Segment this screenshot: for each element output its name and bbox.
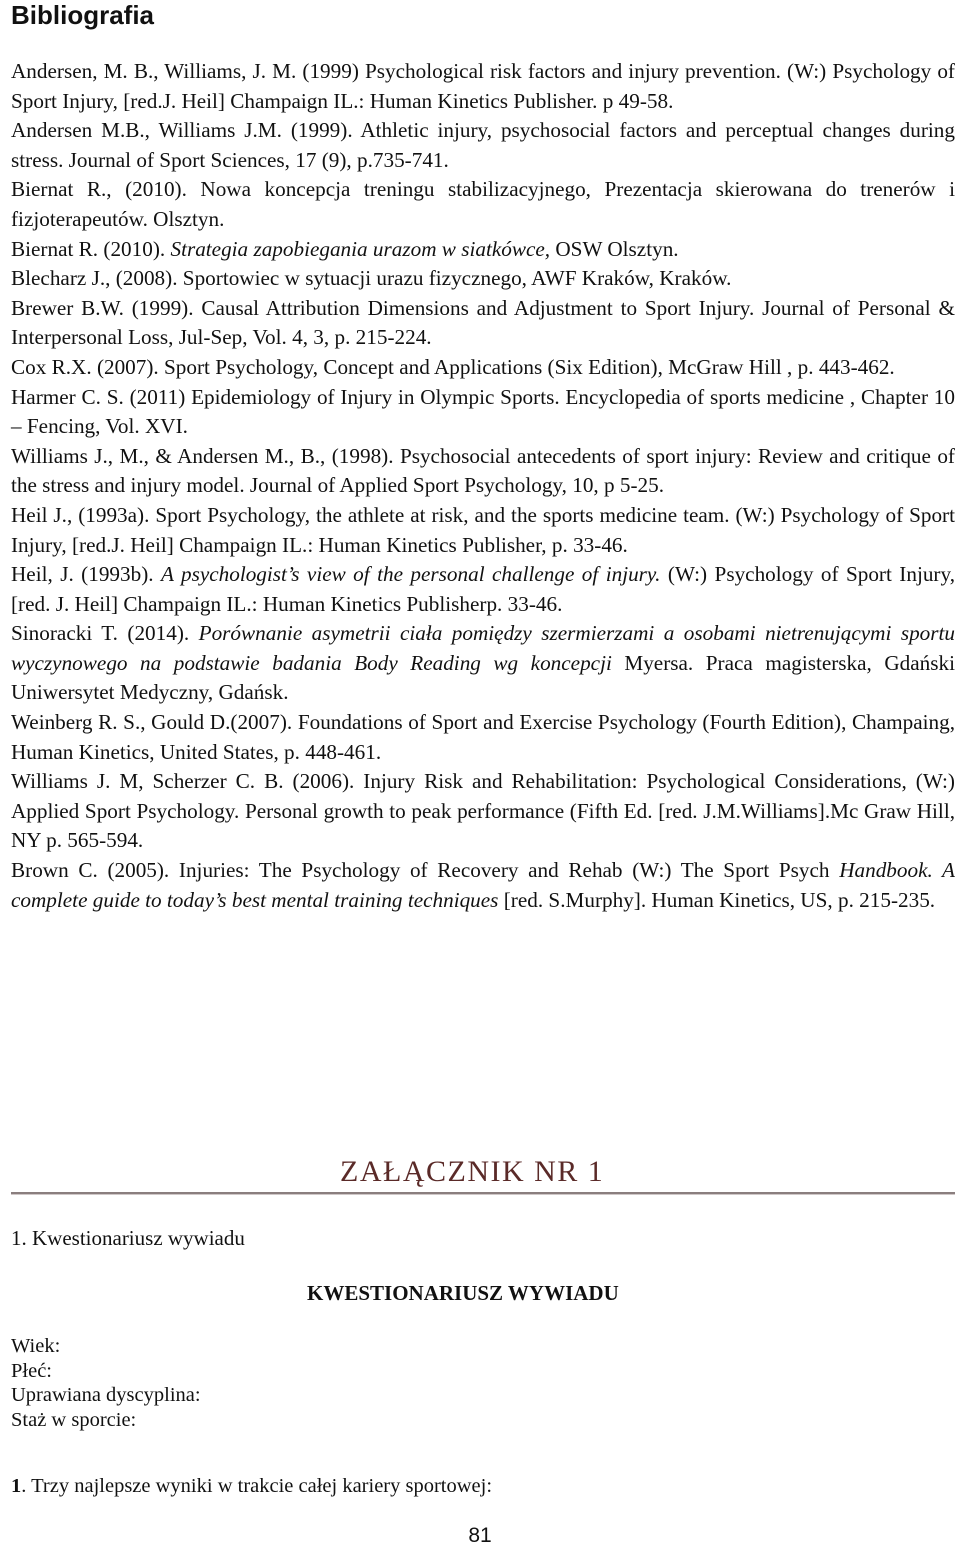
entry-title-italic: Strategia zapobiegania urazom w siatkówce,	[170, 236, 551, 261]
entry-text: [red. S.Murphy]. Human Kinetics, US, p. 215-235.	[498, 887, 936, 912]
entry-text: Williams J. M, Scherzer C. B. (2006). Injury Risk and Rehabilitation: Psychological Considerations, (W:) Applied Sport Psychology. Personal growth to peak performance (Fifth Ed. [red. J.M.Williams].Mc Graw Hill, NY p. 565-594.	[11, 769, 955, 853]
entry-text: Biernat R., (2010). Nowa koncepcja treningu stabilizacyjnego, Prezentacja skierowana do trenerów i fizjoterapeutów. Olsztyn.	[11, 177, 955, 231]
entry-text: Biernat R. (2010).	[11, 236, 171, 261]
bibliography-entry	[11, 856, 955, 915]
entry-text: Williams J., M., & Andersen M., B., (1998). Psychosocial antecedents of sport injury: Review and critique of the stress and injury model. Journal of Applied Sport Psychology, 10, p 5-25.	[11, 443, 955, 498]
bibliography-entry	[11, 767, 955, 856]
entry-text: Heil J., (1993a). Sport Psychology, the athlete at risk, and the sports medicine team. (W:) Psychology of Sport Injury, [red.J. Heil] Champaign IL.: Human Kinetics Publisher, p. 33-46.	[11, 502, 955, 557]
entry-title-italic: Handbook. A complete guide to today’s best mental training techniques	[11, 858, 955, 912]
entry-text: Cox R.X. (2007). Sport Psychology, Concept and Applications (Six Edition), McGraw Hill , p. 443-462.	[11, 354, 895, 379]
annex-title: ZAŁĄCZNIK NR 1	[340, 1155, 605, 1188]
bibliography-entry	[11, 501, 955, 560]
bibliography-entry	[11, 235, 955, 265]
entry-text: (W:) Psychology of Sport Injury, [red. J. Heil] Champaign IL.: Human Kinetics Publisherp. 33-46.	[11, 562, 955, 616]
bibliography-entry	[11, 383, 955, 442]
entry-text: Heil, J. (1993b).	[11, 562, 161, 587]
bibliography-entry	[11, 175, 955, 234]
page-heading: Bibliografia	[11, 0, 155, 30]
questionnaire-title: KWESTIONARIUSZ WYWIADU	[307, 1281, 619, 1305]
bibliography-entry	[11, 264, 955, 294]
bibliography-entry	[11, 57, 955, 116]
entry-text: Myersa. Praca magisterska, Gdański Uniwersytet Medyczny, Gdańsk.	[11, 650, 955, 705]
entry-text: Andersen M.B., Williams J.M. (1999). Athletic injury, psychosocial factors and perceptual changes during stress. Journal of Sport Sciences, 17 (9), p.735-741.	[11, 118, 955, 172]
question-1	[11, 1472, 492, 1500]
questionnaire-fields	[11, 1334, 201, 1432]
bibliography-entry	[11, 442, 955, 501]
annex-divider	[11, 1192, 955, 1195]
entry-title-italic: A psychologist’s view of the personal challenge of injury.	[161, 562, 661, 587]
entry-title-italic: Porównanie asymetrii ciała pomiędzy szermierzami a osobami nietrenującymi sportu wyczynowego na podstawie badania Body Reading wg koncepcji	[11, 621, 955, 675]
field-age-label: Wiek:	[11, 1335, 61, 1357]
bibliography-entry	[11, 116, 955, 175]
entry-text: Brown C. (2005). Injuries: The Psychology of Recovery and Rehab (W:) The Sport Psych	[11, 858, 840, 883]
bibliography-entry	[11, 353, 955, 383]
field-discipline-label: Uprawiana dyscyplina:	[11, 1384, 201, 1407]
entry-text: Harmer C. S. (2011) Epidemiology of Injury in Olympic Sports. Encyclopedia of sports medicine , Chapter 10 – Fencing, Vol. XVI.	[11, 384, 955, 439]
question-number: 1	[11, 1475, 22, 1497]
bibliography-entry	[11, 294, 955, 353]
question-text: . Trzy najlepsze wyniki w trakcie całej kariery sportowej:	[21, 1475, 493, 1497]
entry-text: Blecharz J., (2008). Sportowiec w sytuacji urazu fizycznego, AWF Kraków, Kraków.	[11, 266, 732, 291]
bibliography-entry	[11, 619, 955, 708]
entry-text: OSW Olsztyn.	[550, 236, 679, 261]
field-sex-label: Płeć:	[11, 1359, 52, 1382]
entry-text: Sinoracki T. (2014).	[11, 621, 199, 646]
annex-subtitle: 1. Kwestionariusz wywiadu	[11, 1226, 245, 1250]
field-experience-label: Staż w sporcie:	[11, 1408, 137, 1431]
entry-text: Brewer B.W. (1999). Causal Attribution Dimensions and Adjustment to Sport Injury. Journal of Personal & Interpersonal Loss, Jul-Sep, Vol. 4, 3, p. 215-224.	[11, 295, 955, 350]
entry-text: Weinberg R. S., Gould D.(2007). Foundations of Sport and Exercise Psychology (Fourth Edition), Champaing, Human Kinetics, United States, p. 448-461.	[11, 710, 955, 764]
page-number: 81	[468, 1524, 492, 1547]
bibliography-entry	[11, 560, 955, 619]
bibliography-entry	[11, 708, 955, 767]
bibliography-list	[11, 57, 955, 915]
entry-text: Andersen, M. B., Williams, J. M. (1999) Psychological risk factors and injury prevention. (W:) Psychology of Sport Injury, [red.J. Heil] Champaign IL.: Human Kinetics Publisher. p 49-58.	[11, 59, 955, 113]
